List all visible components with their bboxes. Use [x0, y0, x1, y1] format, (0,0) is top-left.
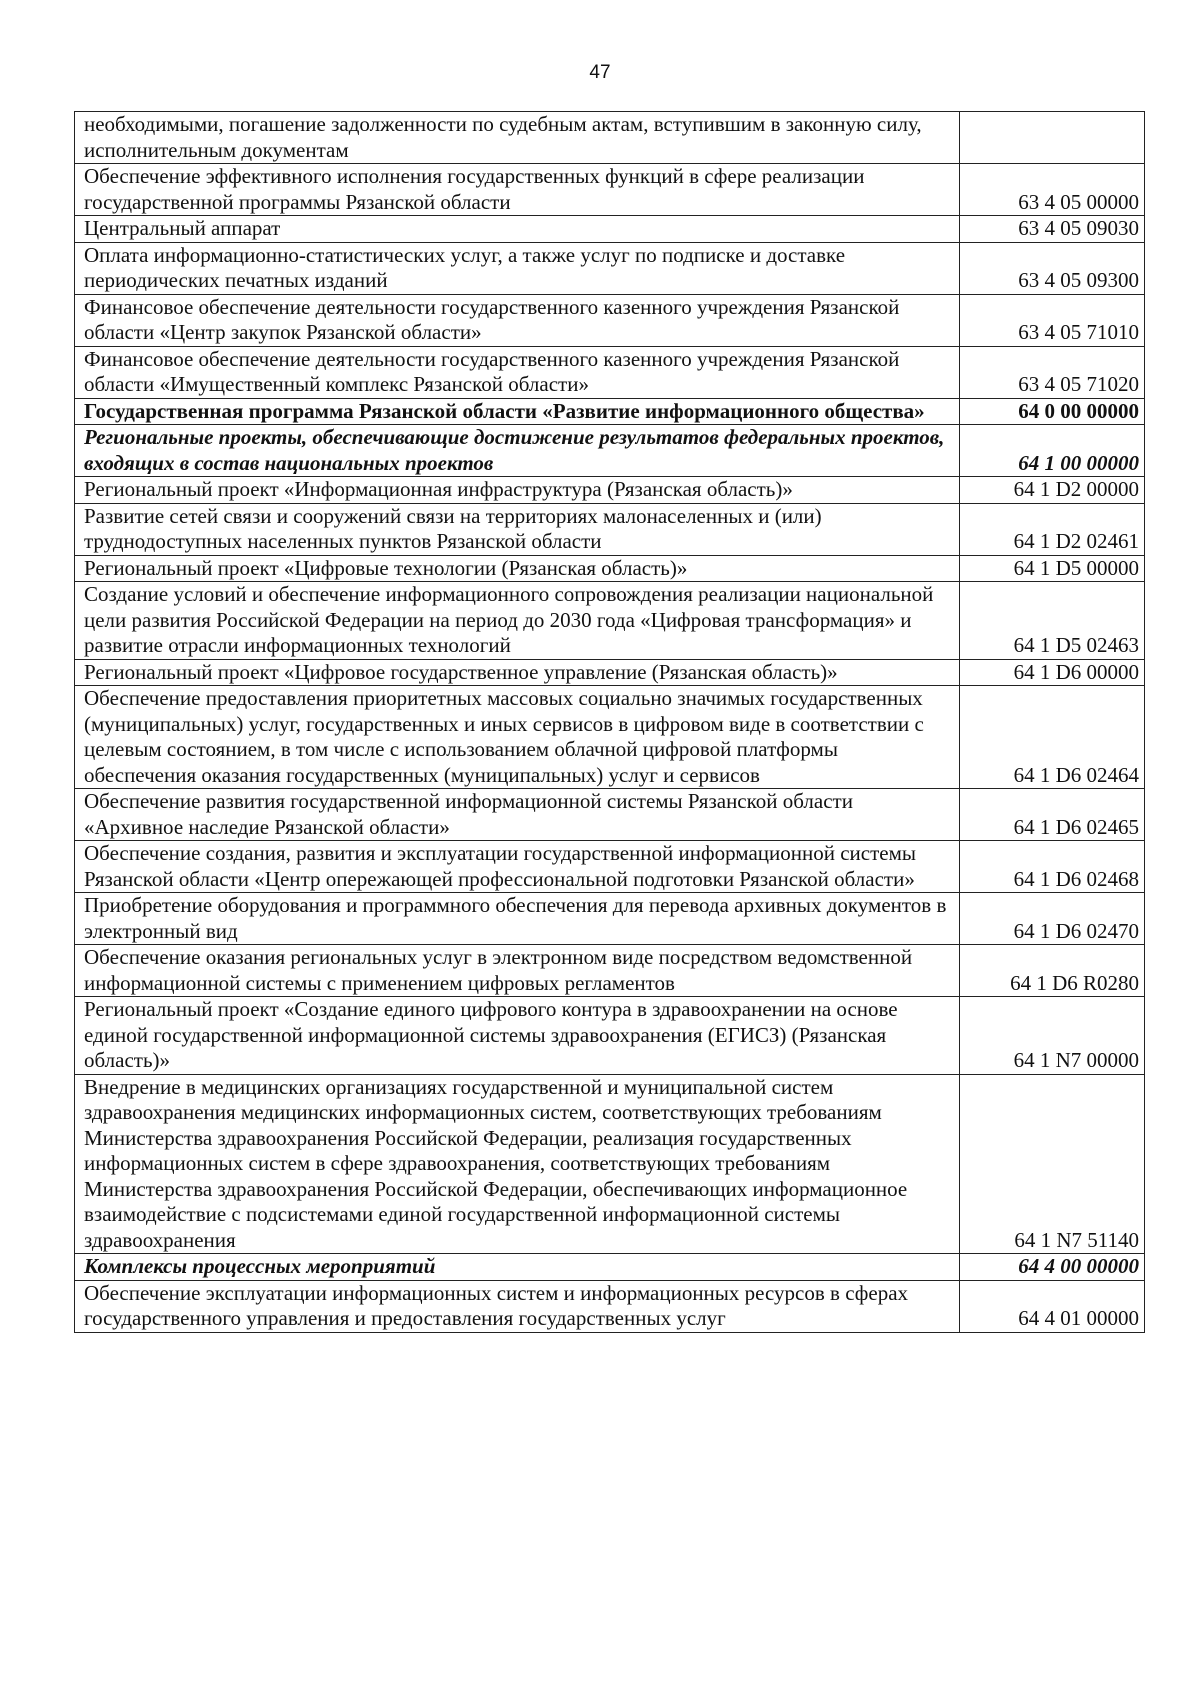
- table-row: [75, 1254, 1145, 1281]
- row-name: Центральный аппарат: [75, 216, 960, 243]
- row-name: Развитие сетей связи и сооружений связи на территориях малонаселенных и (или) труднодоступных населенных пунктов Рязанской области: [75, 503, 960, 555]
- table-row: [75, 1280, 1145, 1332]
- row-code: 64 1 D6 R0280: [960, 945, 1145, 997]
- row-code: 64 1 D6 02464: [960, 686, 1145, 789]
- row-name: Обеспечение развития государственной информационной системы Рязанской области «Архивное наследие Рязанской области»: [75, 789, 960, 841]
- table-row: [75, 477, 1145, 504]
- row-code: 64 1 D6 02465: [960, 789, 1145, 841]
- row-name: Обеспечение эксплуатации информационных систем и информационных ресурсов в сферах государственного управления и предоставления государственных услуг: [75, 1280, 960, 1332]
- table-row: [75, 112, 1145, 164]
- table-row: [75, 398, 1145, 425]
- row-name: Финансовое обеспечение деятельности государственного казенного учреждения Рязанской области «Имущественный комплекс Рязанской области»: [75, 346, 960, 398]
- table-row: [75, 294, 1145, 346]
- table-row: [75, 503, 1145, 555]
- row-code: 64 1 D2 00000: [960, 477, 1145, 504]
- row-code: [960, 112, 1145, 164]
- row-code: 64 0 00 00000: [960, 398, 1145, 425]
- table-row: [75, 582, 1145, 660]
- row-name: Региональные проекты, обеспечивающие достижение результатов федеральных проектов, входящих в состав национальных проектов: [75, 425, 960, 477]
- row-name: Обеспечение предоставления приоритетных массовых социально значимых государственных (муниципальных) услуг, государственных и иных сервисов в цифровом виде в соответствии с целевым состоянием, в том числе с использованием облачной цифровой платформы обеспечения оказания государственных (муниципальных) услуг и сервисов: [75, 686, 960, 789]
- row-code: 63 4 05 00000: [960, 164, 1145, 216]
- row-code: 63 4 05 09300: [960, 242, 1145, 294]
- row-code: 64 1 D5 02463: [960, 582, 1145, 660]
- table-row: [75, 346, 1145, 398]
- budget-classification-table: [74, 111, 1145, 1333]
- table-row: [75, 686, 1145, 789]
- row-code: 63 4 05 71010: [960, 294, 1145, 346]
- row-code: 64 1 00 00000: [960, 425, 1145, 477]
- row-name: Создание условий и обеспечение информационного сопровождения реализации национальной цели развития Российской Федерации на период до 2030 года «Цифровая трансформация» и развитие отрасли информационных технологий: [75, 582, 960, 660]
- row-code: 64 1 D6 02468: [960, 841, 1145, 893]
- row-name: Региональный проект «Создание единого цифрового контура в здравоохранении на основе единой государственной информационной системы здравоохранения (ЕГИСЗ) (Рязанская область)»: [75, 997, 960, 1075]
- row-code: 64 1 N7 51140: [960, 1074, 1145, 1254]
- row-name: Приобретение оборудования и программного обеспечения для перевода архивных документов в электронный вид: [75, 893, 960, 945]
- row-code: 64 4 00 00000: [960, 1254, 1145, 1281]
- row-name: Региональный проект «Цифровые технологии (Рязанская область)»: [75, 555, 960, 582]
- table-row: [75, 841, 1145, 893]
- row-name: Комплексы процессных мероприятий: [75, 1254, 960, 1281]
- row-name: Оплата информационно-статистических услуг, а также услуг по подписке и доставке периодических печатных изданий: [75, 242, 960, 294]
- row-code: 63 4 05 09030: [960, 216, 1145, 243]
- row-code: 64 4 01 00000: [960, 1280, 1145, 1332]
- table-row: [75, 425, 1145, 477]
- row-code: 64 1 N7 00000: [960, 997, 1145, 1075]
- table-row: [75, 945, 1145, 997]
- table-row: [75, 216, 1145, 243]
- row-name: Региональный проект «Информационная инфраструктура (Рязанская область)»: [75, 477, 960, 504]
- row-code: 64 1 D6 00000: [960, 659, 1145, 686]
- table-row: [75, 555, 1145, 582]
- row-name: необходимыми, погашение задолженности по судебным актам, вступившим в законную силу, исполнительным документам: [75, 112, 960, 164]
- row-code: 64 1 D5 00000: [960, 555, 1145, 582]
- row-name: Финансовое обеспечение деятельности государственного казенного учреждения Рязанской области «Центр закупок Рязанской области»: [75, 294, 960, 346]
- row-name: Внедрение в медицинских организациях государственной и муниципальной систем здравоохранения медицинских информационных систем, соответствующих требованиям Министерства здравоохранения Российской Федерации, реализация государственных информационных систем в сфере здравоохранения, соответствующих требованиям Министерства здравоохранения Российской Федерации, обеспечивающих информационное взаимодействие с подсистемами единой государственной информационной системы здравоохранения: [75, 1074, 960, 1254]
- table-row: [75, 997, 1145, 1075]
- row-code: 64 1 D6 02470: [960, 893, 1145, 945]
- table-row: [75, 789, 1145, 841]
- table-row: [75, 164, 1145, 216]
- table-row: [75, 1074, 1145, 1254]
- table-row: [75, 893, 1145, 945]
- row-code: 64 1 D2 02461: [960, 503, 1145, 555]
- row-name: Региональный проект «Цифровое государственное управление (Рязанская область)»: [75, 659, 960, 686]
- row-name: Обеспечение создания, развития и эксплуатации государственной информационной системы Рязанской области «Центр опережающей профессиональной подготовки Рязанской области»: [75, 841, 960, 893]
- table-row: [75, 242, 1145, 294]
- row-name: Обеспечение эффективного исполнения государственных функций в сфере реализации государственной программы Рязанской области: [75, 164, 960, 216]
- row-code: 63 4 05 71020: [960, 346, 1145, 398]
- page-number: 47: [589, 62, 611, 83]
- row-name: Государственная программа Рязанской области «Развитие информационного общества»: [75, 398, 960, 425]
- table-row: [75, 659, 1145, 686]
- row-name: Обеспечение оказания региональных услуг в электронном виде посредством ведомственной информационной системы с применением цифровых регламентов: [75, 945, 960, 997]
